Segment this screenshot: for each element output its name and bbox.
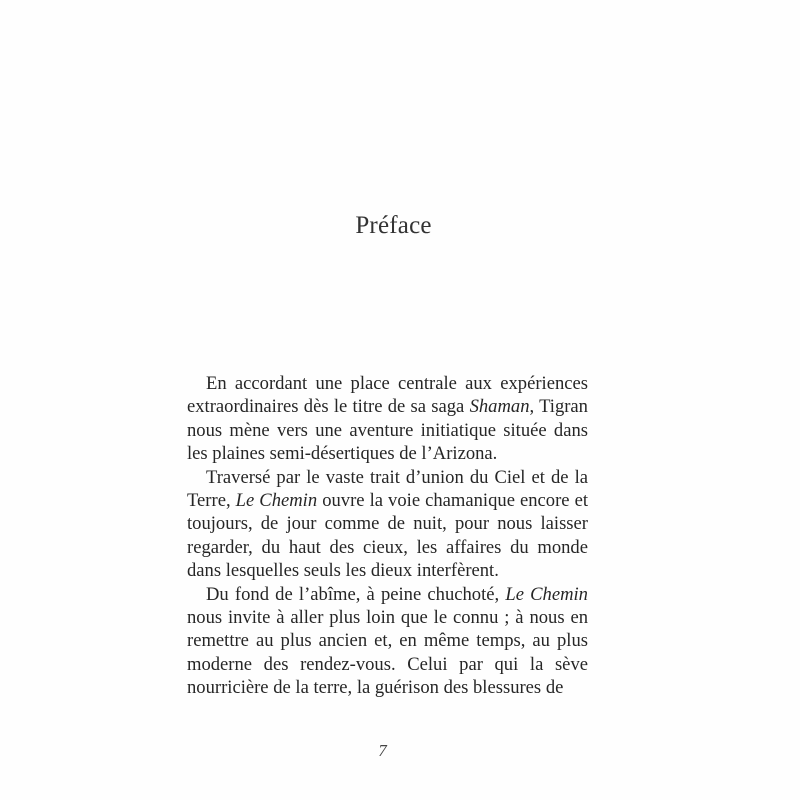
italic-book-title: Le Chemin (235, 490, 318, 512)
italic-book-title: Le Chemin (505, 583, 588, 605)
paragraph-text: Traversé par le vaste trait d’union du Ciel et de la Terre, (187, 466, 588, 512)
italic-book-title: Shaman (469, 396, 530, 418)
paragraph-text: , Tigran nous mène vers une aventure initiatique située dans les plaines semi-désertiques de l’Arizona. (187, 396, 588, 465)
paragraph-3 (187, 583, 588, 700)
paragraph-1 (187, 372, 588, 466)
paragraph-text: ouvre la voie chamanique encore et toujours, de jour comme de nuit, pour nous laisser regarder, du haut des cieux, les affaires du monde dans lesquelles seuls les dieux interfèrent. (187, 490, 589, 582)
paragraph-text: Du fond de l’abîme, à peine chuchoté, (206, 583, 506, 605)
preface-body (187, 372, 588, 700)
page-number: 7 (378, 741, 387, 760)
paragraph-text: nous invite à aller plus loin que le connu ; à nous en remettre au plus ancien et, en même temps, au plus moderne des rendez-vous. Celui par qui la sève nourricière de la terre, la guérison des blessures de (187, 607, 588, 699)
page-title: Préface (355, 212, 432, 239)
paragraph-text: En accordant une place centrale aux expériences extraordinaires dès le titre de sa saga (187, 373, 588, 418)
paragraph-2 (187, 466, 588, 583)
